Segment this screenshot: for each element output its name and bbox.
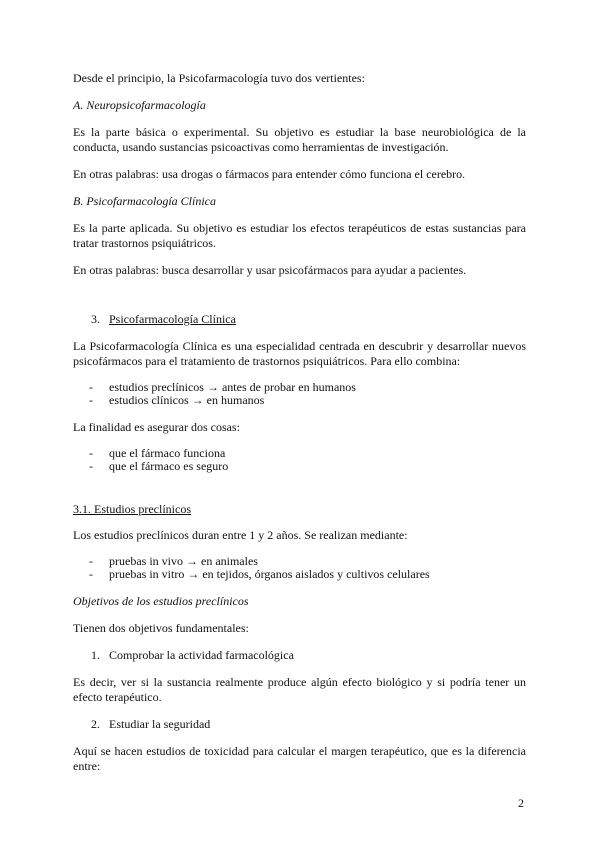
objective-2-number: 2. bbox=[91, 717, 100, 731]
list-bullet: - bbox=[89, 567, 93, 581]
list-bullet: - bbox=[89, 446, 93, 460]
list-item bbox=[73, 446, 526, 459]
list-item bbox=[73, 554, 526, 567]
objective-2-title: Estudiar la seguridad bbox=[109, 717, 211, 731]
paragraph-objetivos: Tienen dos objetivos fundamentales: bbox=[73, 621, 249, 635]
list-item-text: que el fármaco funciona bbox=[109, 446, 226, 460]
list-bullet: - bbox=[89, 459, 93, 473]
list-item-text: estudios preclínicos → antes de probar en humanos bbox=[109, 380, 356, 394]
list-bullet: - bbox=[89, 393, 93, 407]
list-item bbox=[73, 567, 526, 582]
section-3-title: Psicofarmacología Clínica bbox=[109, 312, 236, 326]
paragraph-objective-1: Es decir, ver si la sustancia realmente produce algún efecto biológico y si podría tener un efecto terapéutico. bbox=[73, 675, 526, 704]
list-item bbox=[73, 459, 526, 474]
objective-1-heading bbox=[73, 648, 526, 663]
list-item-text: pruebas in vitro → en tejidos, órganos aislados y cultivos celulares bbox=[109, 567, 430, 581]
section-3-1-heading: 3.1. Estudios preclínicos bbox=[73, 502, 191, 516]
list-item bbox=[73, 393, 526, 408]
objective-2-heading bbox=[73, 717, 526, 732]
section-3-number: 3. bbox=[91, 312, 100, 326]
paragraph-section-3-1: Los estudios preclínicos duran entre 1 y 2 años. Se realizan mediante: bbox=[73, 528, 408, 542]
heading-objetivos: Objetivos de los estudios preclínicos bbox=[73, 594, 249, 608]
list-estudios bbox=[73, 380, 526, 408]
paragraph-a2: En otras palabras: usa drogas o fármacos para entender cómo funciona el cerebro. bbox=[73, 167, 466, 181]
paragraph-section-3: La Psicofarmacología Clínica es una especialidad centrada en descubrir y desarrollar nuevos psicofármacos para el tratamiento de trastornos psiquiátricos. Para ello combina: bbox=[73, 339, 526, 368]
paragraph-objective-2: Aquí se hacen estudios de toxicidad para calcular el margen terapéutico, que es la diferencia entre: bbox=[73, 744, 526, 773]
paragraph-a1: Es la parte básica o experimental. Su objetivo es estudiar la base neurobiológica de la conducta, usando sustancias psicoactivas como herramientas de investigación. bbox=[73, 125, 526, 154]
list-pruebas bbox=[73, 554, 526, 582]
paragraph-b2: En otras palabras: busca desarrollar y usar psicofármacos para ayudar a pacientes. bbox=[73, 263, 467, 277]
intro-paragraph: Desde el principio, la Psicofarmacología tuvo dos vertientes: bbox=[73, 71, 365, 85]
objective-1-number: 1. bbox=[91, 648, 100, 662]
list-bullet: - bbox=[89, 380, 93, 394]
list-item bbox=[73, 380, 526, 393]
heading-psicofarmacologia-clinica-b: B. Psicofarmacología Clínica bbox=[73, 194, 216, 208]
list-finalidad bbox=[73, 446, 526, 474]
page-number: 2 bbox=[518, 796, 524, 810]
list-item-text: que el fármaco es seguro bbox=[109, 459, 229, 473]
list-item-text: estudios clínicos → en humanos bbox=[109, 393, 265, 407]
paragraph-b1: Es la parte aplicada. Su objetivo es estudiar los efectos terapéuticos de estas sustancias para tratar trastornos psiquiátricos. bbox=[73, 221, 526, 250]
heading-neuropsicofarmacologia: A. Neuropsicofarmacología bbox=[73, 98, 206, 112]
section-3-heading bbox=[73, 312, 526, 327]
paragraph-finalidad: La finalidad es asegurar dos cosas: bbox=[73, 420, 240, 434]
list-bullet: - bbox=[89, 554, 93, 568]
objective-1-title: Comprobar la actividad farmacológica bbox=[109, 648, 294, 662]
list-item-text: pruebas in vivo → en animales bbox=[109, 554, 258, 568]
page-content bbox=[73, 71, 526, 774]
